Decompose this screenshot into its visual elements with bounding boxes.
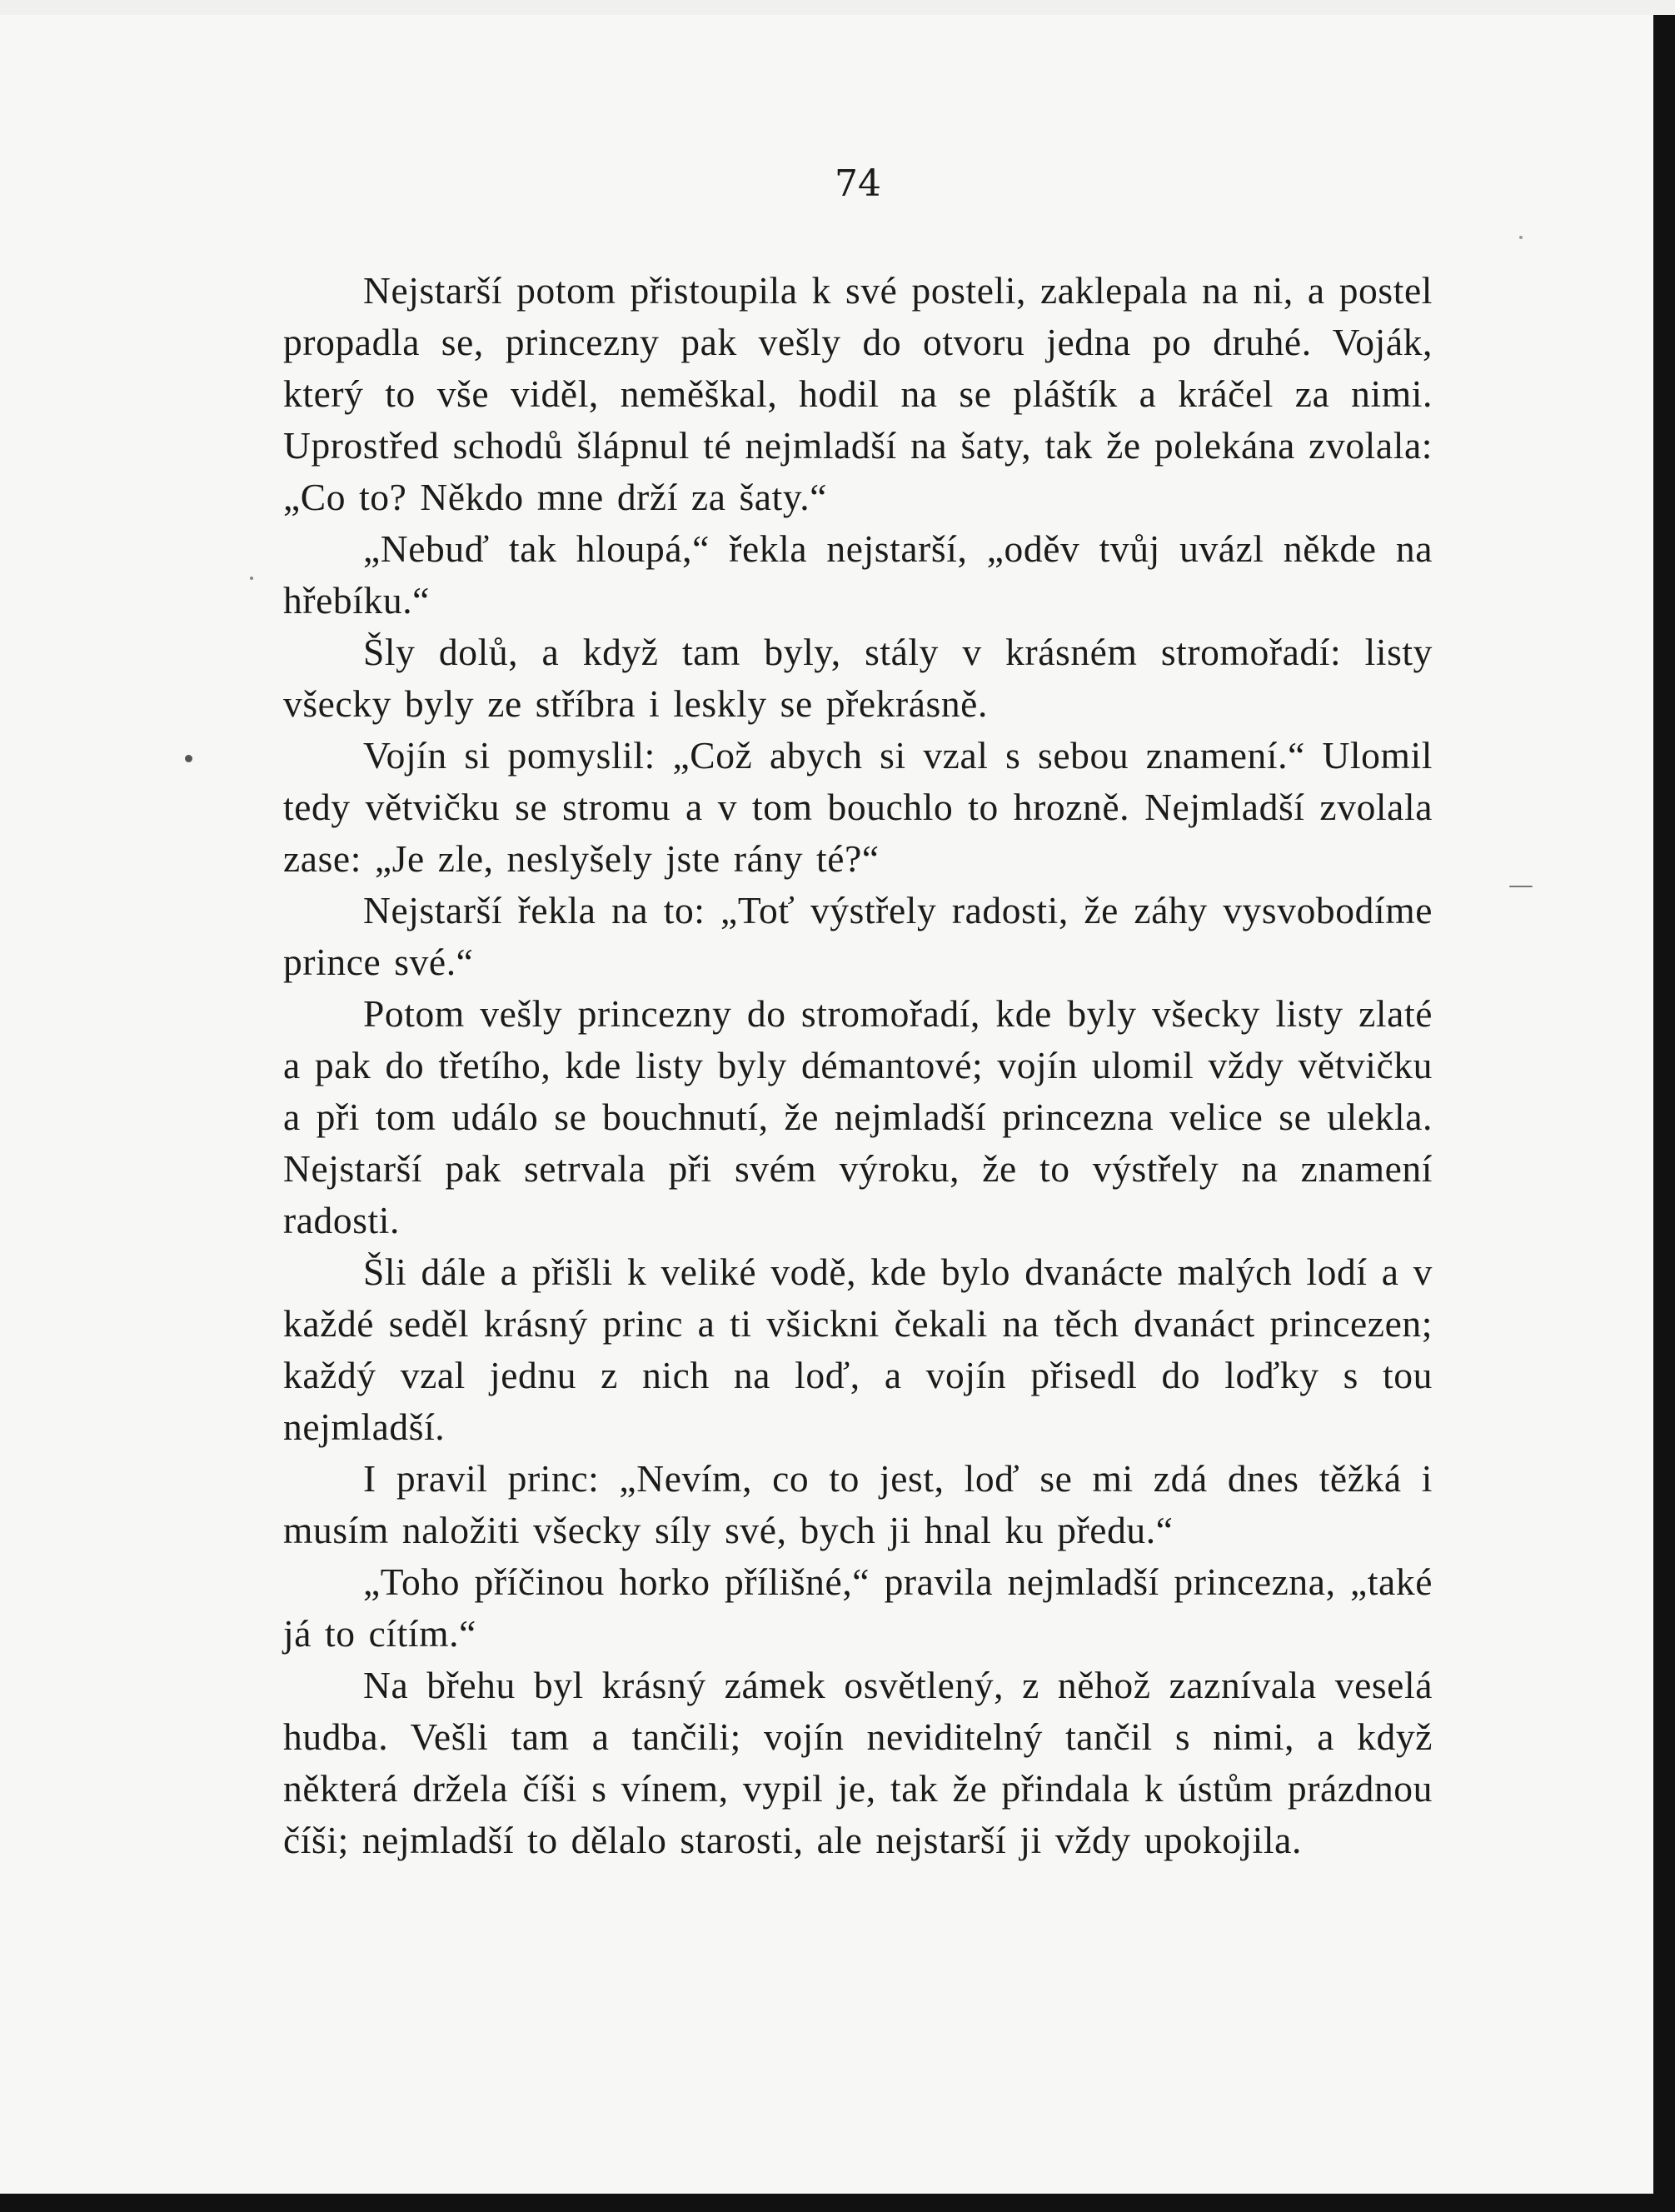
- paragraph: Na břehu byl krásný zámek osvětlený, z něhož zaznívala veselá hudba. Vešli tam a tančili; vojín neviditelný tančil s nimi, a když některá držela číši s vínem, vypil je, tak že přindala k ústům prázdnou číši; nejmladší to dělalo starosti, ale nejstarší ji vždy upokojila.: [283, 1664, 1433, 1861]
- paragraph: Šli dále a přišli k veliké vodě, kde bylo dvanácte malých lodí a v každé seděl krásný princ a ti všickni čekali na těch dvanáct princezen; každý vzal jednu z nich na loď, a vojín přisedl do loďky s tou nejmladší.: [283, 1251, 1433, 1448]
- scan-top-edge: [0, 0, 1675, 15]
- paragraph: Potom vešly princezny do stromořadí, kde byly všecky listy zlaté a pak do třetího, kde listy byly démantové; vojín ulomil vždy větvičku a při tom událo se bouchnutí, že nejmladší princezna velice se ulekla. Nejstarší pak setrvala při svém výroku, že to výstřely na znamení radosti.: [283, 992, 1433, 1241]
- paragraph: „Toho příčinou horko přílišné,“ pravila nejmladší princezna, „také já to cítím.“: [283, 1560, 1433, 1655]
- scan-bottom-edge: [0, 2194, 1675, 2212]
- paragraph: Nejstarší řekla na to: „Toť výstřely radosti, že záhy vysvobodíme prince své.“: [283, 889, 1433, 983]
- page-number: 74: [835, 162, 881, 205]
- scan-right-edge: [1653, 15, 1675, 2212]
- paragraph: Vojín si pomyslil: „Což abych si vzal s sebou znamení.“ Ulomil tedy větvičku se stromu a v tom bouchlo to hrozně. Nejmladší zvolala zase: „Je zle, neslyšely jste rány té?“: [283, 734, 1433, 880]
- scan-speck: [1519, 236, 1523, 239]
- paragraph: „Nebuď tak hloupá,“ řekla nejstarší, „oděv tvůj uvázl někde na hřebíku.“: [283, 527, 1433, 622]
- paragraph: I pravil princ: „Nevím, co to jest, loď se mi zdá dnes těžká i musím naložiti všecky síly své, bych ji hnal ku předu.“: [283, 1457, 1433, 1551]
- scan-speck: [185, 755, 192, 762]
- scan-speck: [1509, 886, 1533, 887]
- paragraph: Nejstarší potom přistoupila k své posteli, zaklepala na ni, a postel propadla se, princezny pak vešly do otvoru jedna po druhé. Voják, který to vše viděl, neměškal, hodil na se pláštík a kráčel za nimi. Uprostřed schodů šlápnul té nejmladší na šaty, tak že polekána zvolala: „Co to? Někdo mne drží za šaty.“: [283, 269, 1433, 518]
- scan-speck: [250, 577, 253, 580]
- body-text: [283, 265, 1433, 1866]
- paragraph: Šly dolů, a když tam byly, stály v krásném stromořadí: listy všecky byly ze stříbra i leskly se překrásně.: [283, 631, 1433, 725]
